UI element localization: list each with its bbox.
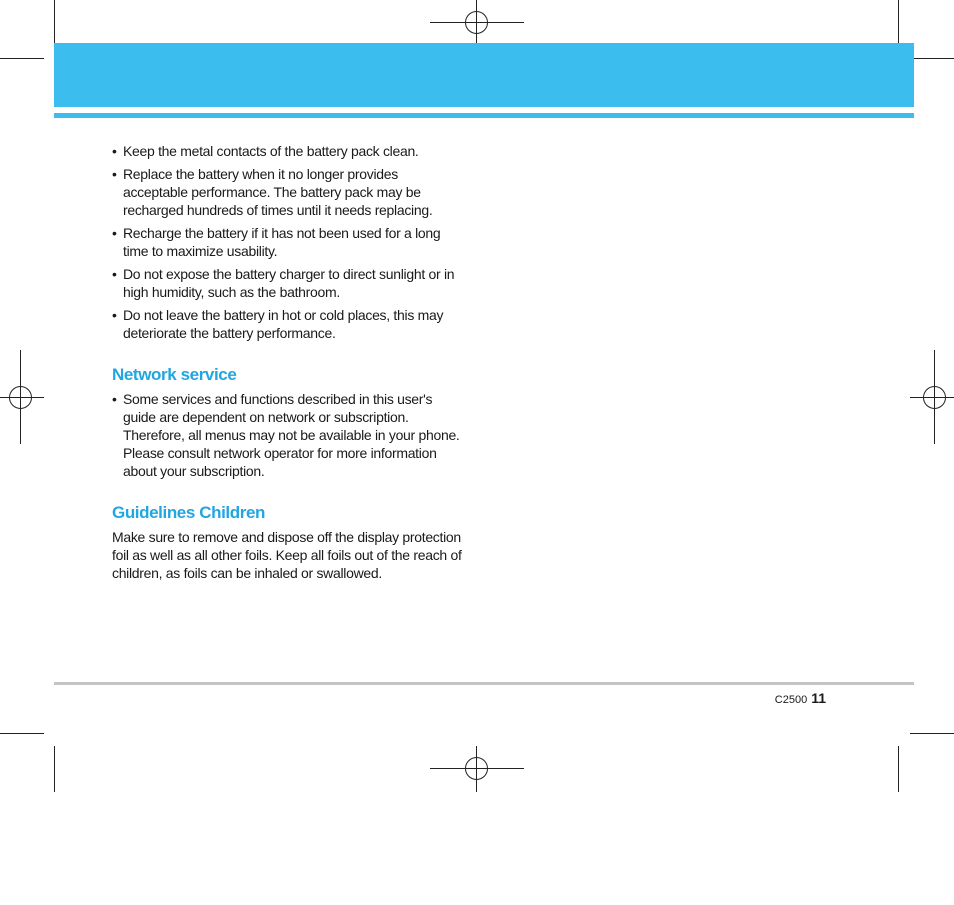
header-band <box>54 43 914 107</box>
registration-circle <box>9 386 32 409</box>
list-item: • Recharge the battery if it has not been used for a long time to maximize usability. <box>112 224 462 260</box>
page-number: 11 <box>811 690 826 706</box>
crop-mark <box>0 58 44 59</box>
page-footer <box>775 690 826 708</box>
network-service-list <box>112 390 462 480</box>
crop-mark <box>898 0 899 44</box>
list-item: • Do not expose the battery charger to direct sunlight or in high humidity, such as the bathroom. <box>112 265 462 301</box>
registration-circle <box>465 11 488 34</box>
page-content <box>112 142 462 582</box>
registration-circle <box>923 386 946 409</box>
crop-mark <box>910 58 954 59</box>
section-heading-guidelines-children: Guidelines Children <box>112 503 265 522</box>
battery-tips-list <box>112 142 462 342</box>
crop-mark <box>54 0 55 44</box>
list-item: • Do not leave the battery in hot or cold places, this may deteriorate the battery performance. <box>112 306 462 342</box>
model-number: C2500 <box>774 694 808 706</box>
list-item: • Some services and functions described in this user's guide are dependent on network or subscription. Therefore, all menus may not be available in your phone. Please consult network operator for more information about your subscription. <box>112 390 462 480</box>
crop-mark <box>910 733 954 734</box>
crop-mark <box>898 746 899 792</box>
header-rule <box>54 113 914 118</box>
section-heading-network-service: Network service <box>112 365 237 384</box>
crop-mark <box>54 746 55 792</box>
footer-rule <box>54 682 914 685</box>
list-item: • Keep the metal contacts of the battery pack clean. <box>112 142 462 160</box>
list-item: • Replace the battery when it no longer provides acceptable performance. The battery pack may be recharged hundreds of times until it needs replacing. <box>112 165 462 219</box>
crop-mark <box>0 733 44 734</box>
guidelines-children-text: Make sure to remove and dispose off the display protection foil as well as all other foils. Keep all foils out of the reach of children, as foils can be inhaled or swallowed. <box>112 529 462 581</box>
registration-circle <box>465 757 488 780</box>
